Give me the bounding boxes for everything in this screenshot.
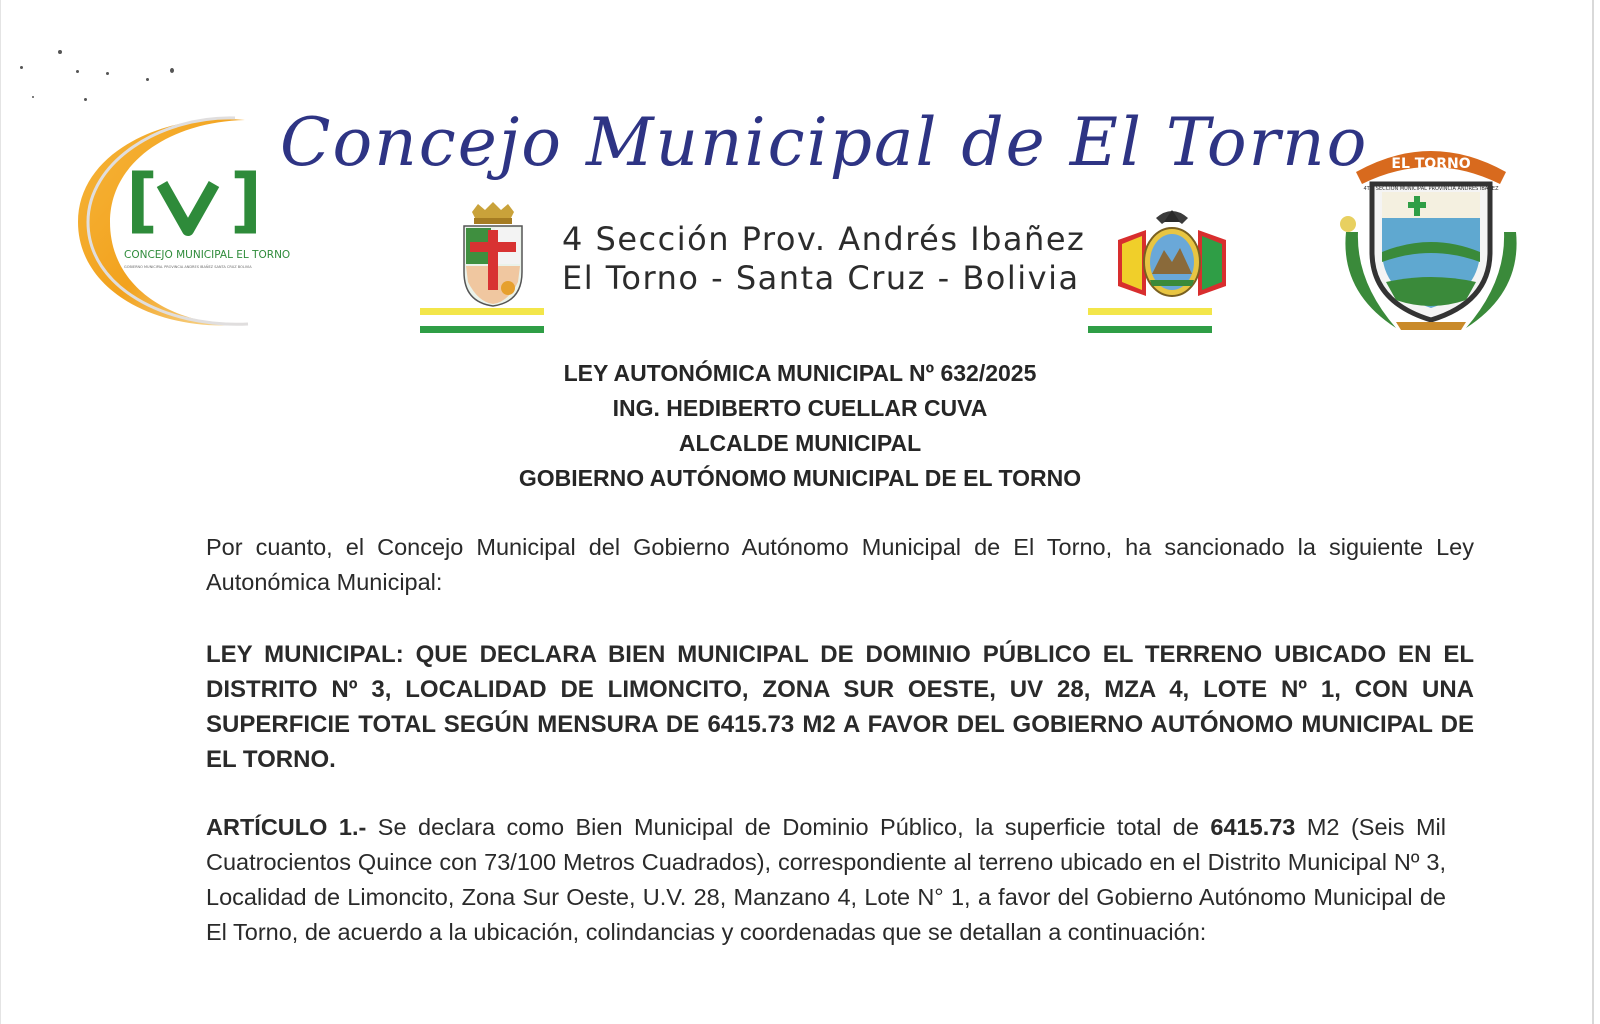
scan-speck <box>170 68 174 73</box>
article-1-text-b: M2 (Seis Mil Cuatrocientos Quince con 73/100 Metros Cuadrados), correspondiente al terreno ubicado en el Distrito Municipal Nº 3, Localidad de Limoncito, Zona Sur Oeste, U.V. 28, Manzano 4, Lote N° 1, a favor del Gobierno Autónomo Municipal de El Torno, de acuerdo a la ubicación, colindancias y coordenadas que se detallan a continuación: <box>206 814 1447 945</box>
scan-speck <box>58 50 62 54</box>
law-number: LEY AUTONÓMICA MUNICIPAL Nº 632/2025 <box>563 360 1037 386</box>
page-title: Concejo Municipal de El Torno <box>280 104 1369 181</box>
flag-stripe-green <box>420 326 544 333</box>
subtitle-line-1: 4 Sección Prov. Andrés Ibañez <box>562 220 1086 258</box>
svg-text:[: [ <box>126 159 158 241</box>
mayor-name: ING. HEDIBERTO CUELLAR CUVA <box>612 395 988 421</box>
svg-text:]: ] <box>230 159 262 241</box>
scan-speck <box>76 70 79 73</box>
shield-subtext: 4TA. SECCION MUNICIPAL PROVINCIA ANDRES IBAÑEZ <box>1363 186 1499 192</box>
scan-speck <box>106 72 109 75</box>
flag-stripe-green <box>1088 326 1212 333</box>
scan-speck <box>20 66 23 69</box>
flag-stripe-yellow <box>420 308 544 315</box>
logo-text: CONCEJO MUNICIPAL EL TORNO <box>124 249 291 261</box>
bolivia-coat-of-arms-icon <box>1112 200 1232 306</box>
scan-speck <box>146 78 149 81</box>
santa-cruz-shield-icon <box>458 202 528 308</box>
law-heading-block <box>0 356 1600 496</box>
intro-paragraph: Por cuanto, el Concejo Municipal del Gobierno Autónomo Municipal de El Torno, ha sancionado la siguiente Ley Autonómica Municipal: <box>206 534 1474 595</box>
law-title-paragraph: LEY MUNICIPAL: QUE DECLARA BIEN MUNICIPAL DE DOMINIO PÚBLICO EL TERRENO UBICADO EN EL DISTRITO Nº 3, LOCALIDAD DE LIMONCITO, ZONA SUR OESTE, UV 28, MZA 4, LOTE Nº 1, CON UNA SUPERFICIE TOTAL SEGÚN MENSURA DE 6415.73 M2 A FAVOR DEL GOBIERNO AUTÓNOMO MUNICIPAL DE EL TORNO. <box>206 641 1474 773</box>
subtitle-line-2: El Torno - Santa Cruz - Bolivia <box>562 259 1080 297</box>
article-1-label: ARTÍCULO 1.- <box>206 814 367 840</box>
scan-speck <box>32 96 34 98</box>
article-1-text-a: Se declara como Bien Municipal de Dominio Público, la superficie total de <box>366 814 1211 840</box>
page-edge-right <box>1592 0 1594 1024</box>
shield-banner: EL TORNO <box>1391 156 1471 172</box>
logo-subtext: GOBIERNO MUNICIPAL PROVINCIA ANDRES IBAÑEZ SANTA CRUZ BOLIVIA <box>124 265 252 269</box>
article-1-area: 6415.73 <box>1210 814 1296 840</box>
flag-stripe-yellow <box>1088 308 1212 315</box>
council-logo <box>70 112 291 332</box>
scan-speck <box>84 98 87 101</box>
page-edge-left <box>0 0 1 1024</box>
article-1-paragraph <box>206 810 1446 950</box>
mayor-title: ALCALDE MUNICIPAL <box>678 430 922 456</box>
government-name: GOBIERNO AUTÓNOMO MUNICIPAL DE EL TORNO <box>518 465 1082 491</box>
el-torno-shield-icon <box>1336 132 1526 332</box>
